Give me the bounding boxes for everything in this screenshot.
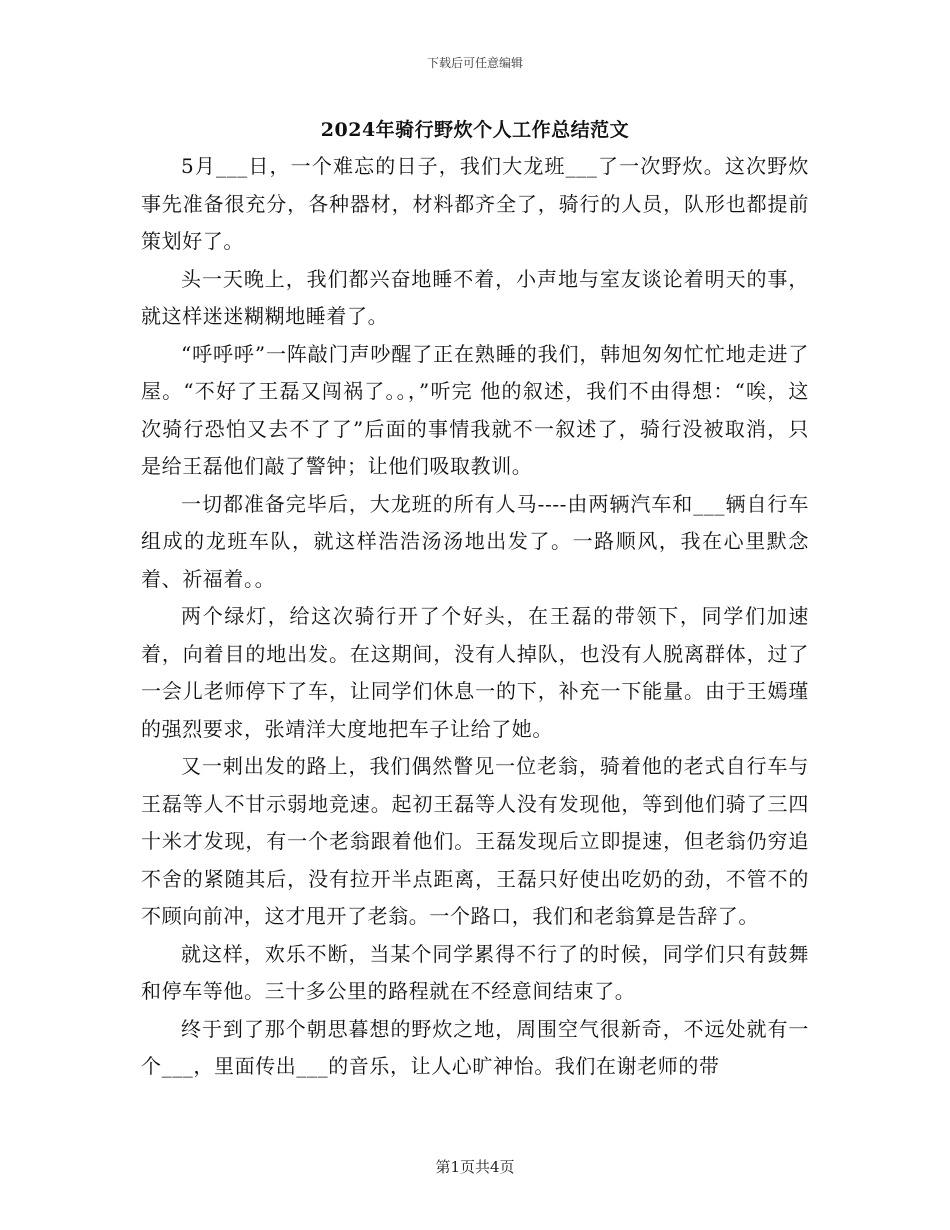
page-number-footer: 第1页共4页: [435, 1158, 515, 1176]
paragraph: “呼呼呼”一阵敲门声吵醒了正在熟睡的我们，韩旭匆匆忙忙地走进了屋。“不好了王磊又闯祸了。。，”听完 他的叙述，我们不由得想：“唉，这次骑行恐怕又去不了了”后面的事情我就不一叙述了，骑行没被取消，只是给王磊他们敲了警钟；让他们吸取教训。: [141, 341, 809, 478]
paragraph: 终于到了那个朝思暮想的野炊之地，周围空气很新奇，不远处就有一个___，里面传出___的音乐，让人心旷神怡。我们在谢老师的带: [141, 1016, 809, 1078]
document-body: [141, 148, 809, 1086]
header-note: 下载后可任意编辑: [426, 56, 523, 70]
paragraph: 两个绿灯，给这次骑行开了个好头，在王磊的带领下，同学们加速着，向着目的地出发。在这期间，没有人掉队，也没有人脱离群体，过了一会儿老师停下了车，让同学们休息一的下，补充一下能量。由于王嫣瑾的强烈要求，张靖洋大度地把车子让给了她。: [141, 604, 809, 741]
paragraph: 5月___日，一个难忘的日子，我们大龙班___了一次野炊。这次野炊事先准备很充分，各种器材，材料都齐全了，骑行的人员，队形也都提前策划好了。: [141, 154, 809, 253]
paragraph: 一切都准备完毕后，大龙班的所有人马----由两辆汽车和___辆自行车组成的龙班车队，就这样浩浩汤汤地出发了。一路顺风，我在心里默念着、祈福着。。: [141, 491, 809, 591]
paragraph: 又一剌出发的路上，我们偶然瞥见一位老翁，骑着他的老式自行车与王磊等人不甘示弱地竞速。起初王磊等人没有发现他，等到他们骑了三四十米才发现，有一个老翁跟着他们。王磊发现后立即提速，但老翁仍穷追不舍的紧随其后，没有拉开半点距离，王磊只好使出吃奶的劲，不管不的不顾向前冲，这才甩开了老翁。一个路口，我们和老翁算是告辞了。: [141, 754, 809, 928]
paragraph: 就这样，欢乐不断，当某个同学累得不行了的时候，同学们只有鼓舞和停车等他。三十多公里的路程就在不经意间结束了。: [141, 941, 809, 1003]
paragraph: 头一天晚上，我们都兴奋地睡不着，小声地与室友谈论着明天的事，就这样迷迷糊糊地睡着了。: [141, 266, 809, 328]
document-title: 2024年骑行野炊个人工作总结范文: [320, 119, 630, 141]
